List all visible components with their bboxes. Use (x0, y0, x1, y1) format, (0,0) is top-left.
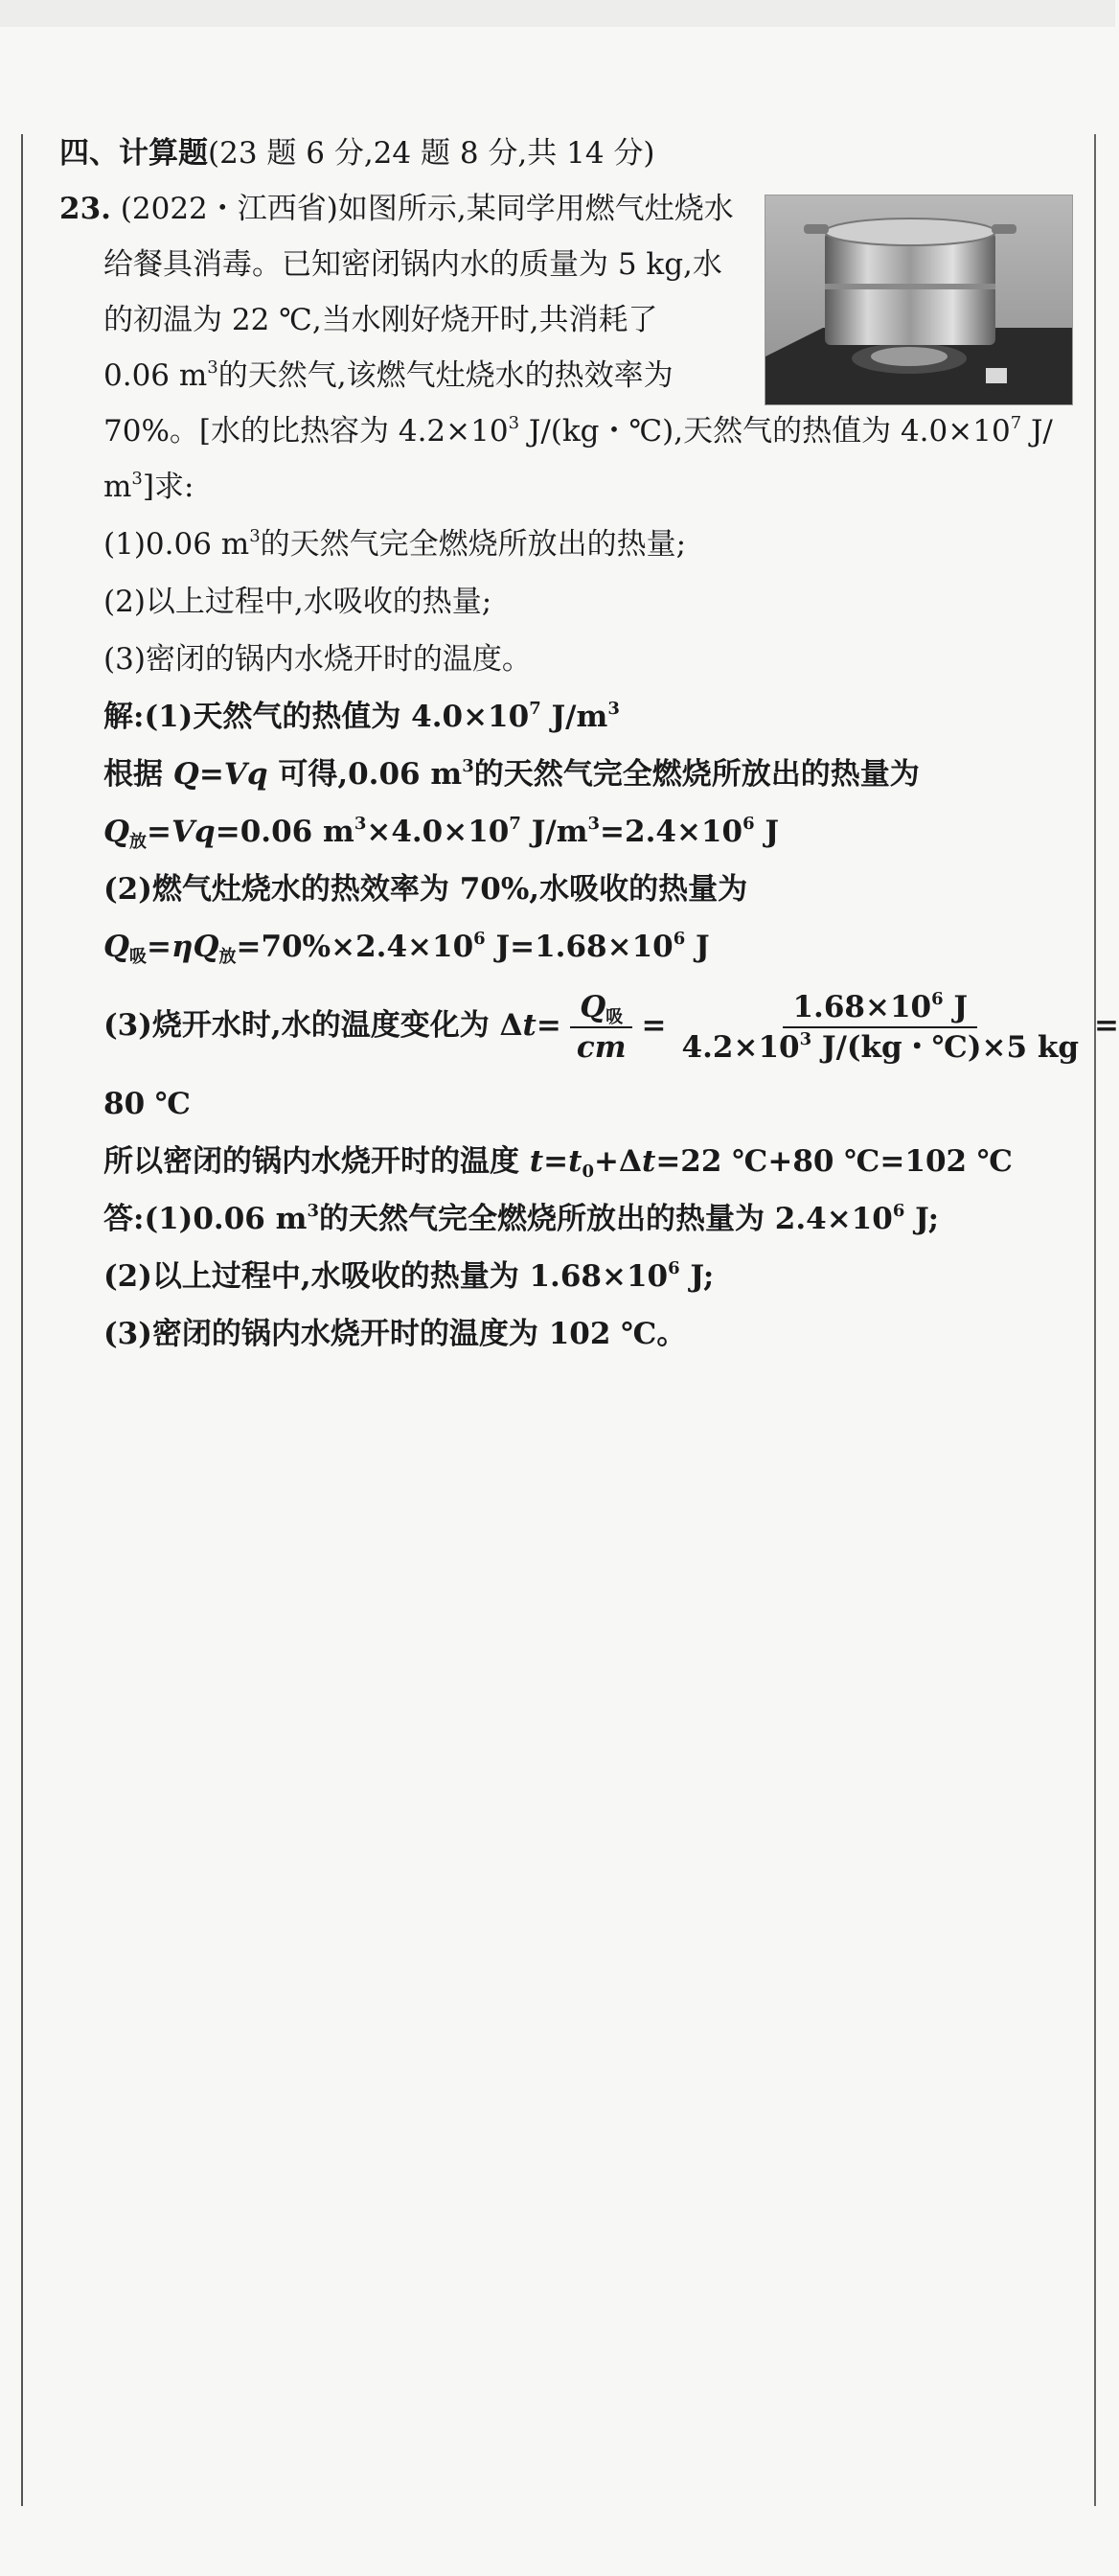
answer-3: (3)密闭的锅内水烧开时的温度为 102 ℃。 (103, 1317, 687, 1351)
section-heading: 四、计算题 (59, 136, 208, 171)
fraction-q-over-cm: $\frac{Q_吸}{cm}$ (567, 990, 636, 1065)
section-heading-line (59, 134, 655, 172)
delta-t-prefix: (3)烧开水时,水的温度变化为 Δt= (103, 1008, 561, 1043)
right-margin-rule (1094, 134, 1096, 2506)
left-margin-rule (21, 134, 23, 2506)
solution-step-5: $Q_吸=\eta Q_放=70\%\times 2.4\times 10^6$ $J=1.68\times 10^6$ J (103, 929, 710, 967)
solution-step-7: 80 ℃ (103, 1087, 192, 1121)
solution-step-8: 所以密闭的锅内水烧开时的温度 $t=t_0+\Delta t=22$ ℃+80 ℃=102 ℃ (103, 1144, 1014, 1182)
section-points-note: (23 题 6 分,24 题 8 分,共 14 分) (208, 136, 655, 171)
problem-line-5: 70%。[水的比热容为 $4.2\times 10^3$ J/(kg・℃),天然气的热值为 $4.0\times 10^7$ J/ (103, 413, 1053, 448)
answer-2: (2)以上过程中,水吸收的热量为 $1.68\times 10^6$ J; (103, 1258, 715, 1294)
solution-step-3: $Q_放=Vq=0.06$ $m^3\times 4.0\times 10^7$ $J/m^3=2.4\times 10^6$ J (103, 814, 780, 852)
question-2: (2)以上过程中,水吸收的热量; (103, 585, 492, 619)
answer-1: 答:(1)0.06 $m^3$的天然气完全燃烧所放出的热量为 $2.4\times 10^6$ J; (103, 1201, 940, 1236)
problem-line-4: 0.06 $m^3$的天然气,该燃气灶烧水的热效率为 (103, 357, 674, 393)
solution-step-4: (2)燃气灶烧水的热效率为 70%,水吸收的热量为 (103, 872, 748, 907)
page-top-band (0, 0, 1115, 27)
problem-line-6: $m^3$]求: (103, 469, 194, 504)
problem-line-3: 的初温为 22 ℃,当水刚好烧开时,共消耗了 (103, 303, 658, 337)
solution-step-2: 根据 Q=Vq 可得,0.06 $m^3$的天然气完全燃烧所放出的热量为 (103, 756, 920, 792)
pot-on-gas-stove-photo (765, 195, 1073, 405)
problem-number: 23. (59, 192, 111, 226)
solution-step-1: 解:(1)天然气的热值为 $4.0\times 10^7$ $J/m^3$ (103, 699, 620, 734)
question-3: (3)密闭的锅内水烧开时的温度。 (103, 642, 532, 677)
solution-step-6: (3)烧开水时,水的温度变化为 Δt= $\frac{Q_吸}{cm}$ = $\frac{1.68\times 10^6 J}{4.2\times 10^3 J/(kg・℃)\times 5 kg}$ = (103, 988, 1119, 1065)
problem-line-1 (59, 190, 734, 228)
problem-line-2: 给餐具消毒。已知密闭锅内水的质量为 5 kg,水 (103, 247, 722, 282)
pot-stove-illustration (765, 196, 1072, 404)
question-1: (1)0.06 $m^3$的天然气完全燃烧所放出的热量; (103, 526, 687, 562)
fraction-numeric: $\frac{1.68\times 10^6 J}{4.2\times 10^3 J/(kg・℃)\times 5 kg}$ (681, 988, 1080, 1065)
problem-text-1: (2022・江西省)如图所示,某同学用燃气灶烧水 (120, 192, 734, 226)
